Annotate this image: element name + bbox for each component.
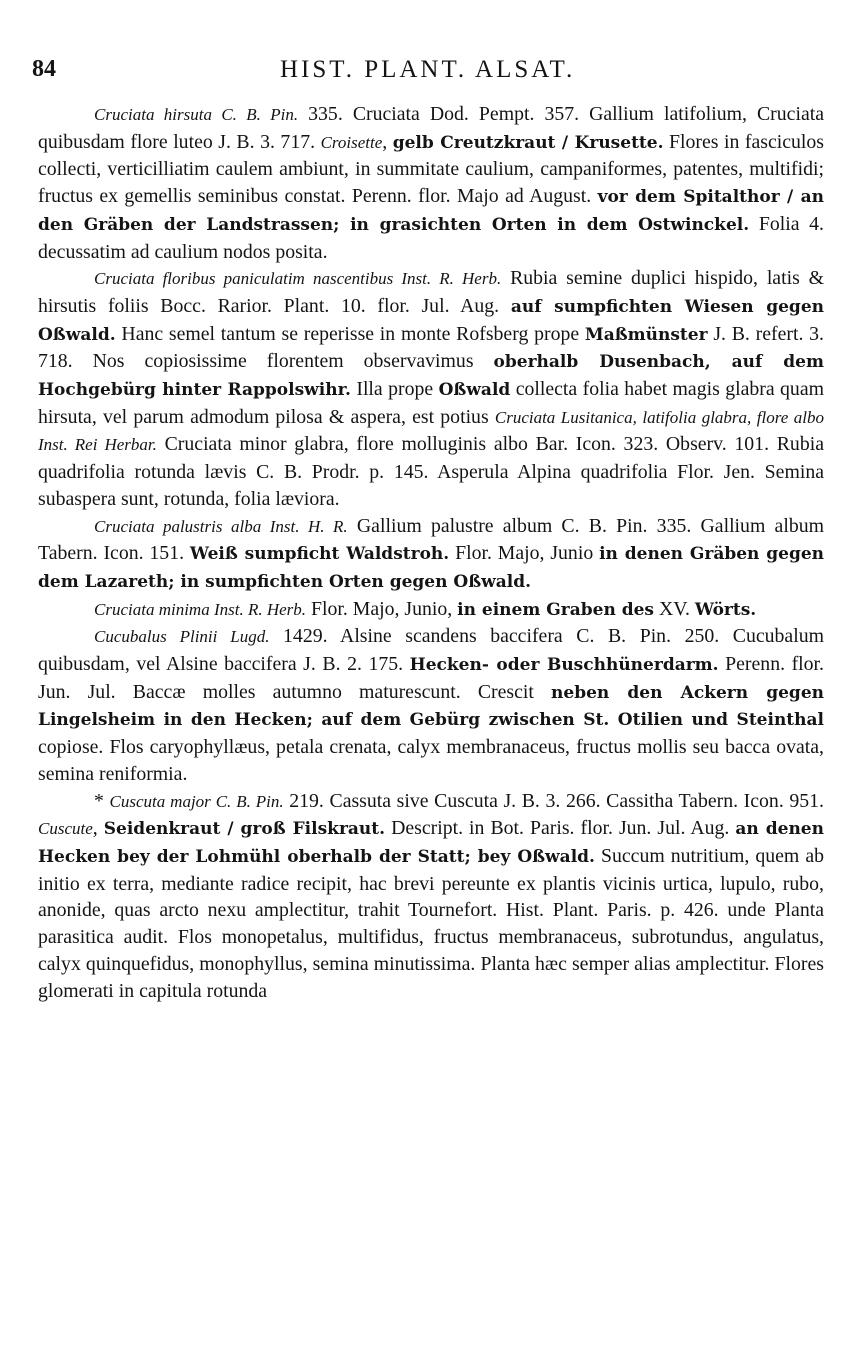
italic-species-name: Cruciata palustris alba Inst. H. R. [94,516,348,536]
german-text: auf sumpfichten Wiesen gegen Oßwald. [38,296,824,345]
italic-species-name: Cucubalus Plinii Lugd. [94,627,270,647]
latin-text: , [92,817,104,840]
entry-paragraph [38,265,824,512]
entry-paragraph [38,513,824,596]
german-text: an denen Hecken bey der Lohmühl oberhalb der Statt; bey Oßwald. [38,819,824,867]
german-text: Seidenkraut / groß Filskraut. [103,819,386,840]
german-text: neben den Ackern gegen Lingelsheim in den Hecken; auf dem Gebürg zwischen St. Otilien und Steinthal [38,682,824,731]
latin-text: * [94,789,110,812]
latin-text: , [382,130,393,153]
italic-species-name: Cruciata floribus paniculatim nascentibus Inst. R. Herb. [94,269,502,289]
latin-text: Hanc semel tantum se reperisse in monte Rofsberg prope [115,322,585,345]
latin-text: Descript. in Bot. Paris. flor. Jun. Jul. Aug. [385,817,736,840]
german-text: Hecken- oder Buschhünerdarm. [409,655,719,676]
latin-text: Illa prope [350,378,439,401]
italic-species-name: Croisette [320,132,383,152]
latin-text: Succum nutritium, quem ab initio ex terra, mediante radice recipit, hac brevi pereunte ex plantis vicinis urtica, lupulo, rubo, anonide, quas arcto nexu amplectitur, trahit Tournefort. Hist. Plant. Paris. p. 426. unde Planta parasitica audit. Flos monopetalus, multifidus, fructus membranaceus, subrotundus, angulatus, calyx quinquefidus, monophyllus, semina minutissima. Planta hæc semper alias amplectitur. Flores glomerati in capitula rotunda [38,844,824,1002]
german-text: Oßwald [438,380,511,401]
latin-text: Flor. Majo, Junio [449,542,600,565]
german-text: gelb Creutzkraut / Krusette. [392,132,664,153]
entry-paragraph [38,623,824,787]
german-text: Wörts. [694,599,757,620]
running-title: HIST. PLANT. ALSAT. [280,56,576,83]
entry-paragraph [38,596,824,624]
latin-text: J. B. refert. 3. 718. Nos copiosissime florentem observavimus [38,322,824,373]
german-text: in denen Gräben gegen dem Lazareth; in sumpfichten Orten gegen Oßwald. [38,544,824,592]
latin-text: copiose. Flos caryophyllæus, petala crenata, calyx membranaceus, fructus mollis seu bacca ovata, semina reniformia. [38,736,824,785]
page-body [38,101,824,1004]
latin-text: 335. Cruciata Dod. Pempt. 357. Gallium latifolium, Cruciata quibusdam flore luteo J. B. 3. 717. [38,103,824,153]
latin-text: XV. [654,597,695,620]
entry-paragraph [38,101,824,265]
german-text: Weiß sumpficht Waldstroh. [189,544,450,565]
latin-text: 219. Cassuta sive Cuscuta J. B. 3. 266. Cassitha Tabern. Icon. 951. [283,789,825,812]
latin-text: 1429. Alsine scandens baccifera C. B. Pin. 250. Cucubalum quibusdam, vel Alsine baccifera J. B. 2. 175. [38,625,824,676]
latin-text: Cruciata minor glabra, flore molluginis albo Bar. Icon. 323. Observ. 101. Rubia quadrifolia rotunda lævis C. B. Prodr. p. 145. Asperula Alpina quadrifolia Flor. Jen. Semina subaspera sunt, rotunda, folia læviora. [38,433,824,510]
latin-text: Rubia semine duplici hispido, latis & hirsutis foliis Bocc. Rarior. Plant. 10. flor. Jul. Aug. [38,267,824,317]
german-text: in einem Graben des [457,599,654,620]
latin-text: Perenn. flor. Jun. Jul. Baccæ molles autumno maturescunt. Crescit [38,653,825,703]
latin-text: Flor. Majo, Junio, [306,597,458,620]
latin-text: Folia 4. decussatim ad caulium nodos posita. [38,212,825,263]
italic-species-name: Cuscute [38,819,93,839]
german-text: vor dem Spitalthor / an den Gräben der Landstrassen; in grasichten Orten in dem Ostwinckel. [38,187,825,235]
entry-paragraph [38,788,824,1005]
latin-text: Flores in fasciculos collecti, verticilliatim caulem ambiunt, in summitate caulium, campaniformes, patentes, multifidi; fructus ex gemellis seminibus constat. Perenn. flor. Majo ad August. [38,130,825,208]
italic-species-name: Cruciata minima Inst. R. Herb. [94,599,307,619]
italic-species-name: Cruciata hirsuta C. B. Pin. [94,105,299,124]
italic-species-name: Cruciata Lusitanica, latifolia glabra, flore albo Inst. Rei Herbar. [38,407,825,455]
german-text: oberhalb Dusenbach, auf dem Hochgebürg hinter Rappolswihr. [38,352,824,401]
page-number: 84 [32,56,56,82]
latin-text: collecta folia habet magis glabra quam hirsuta, vel parum admodum pilosa & aspera, est potius [38,378,824,428]
latin-text: Gallium palustre album C. B. Pin. 335. Gallium album Tabern. Icon. 151. [38,514,824,565]
page-header [32,56,832,88]
italic-species-name: Cuscuta major C. B. Pin. [109,791,284,811]
german-text: Maßmünster [584,324,708,345]
